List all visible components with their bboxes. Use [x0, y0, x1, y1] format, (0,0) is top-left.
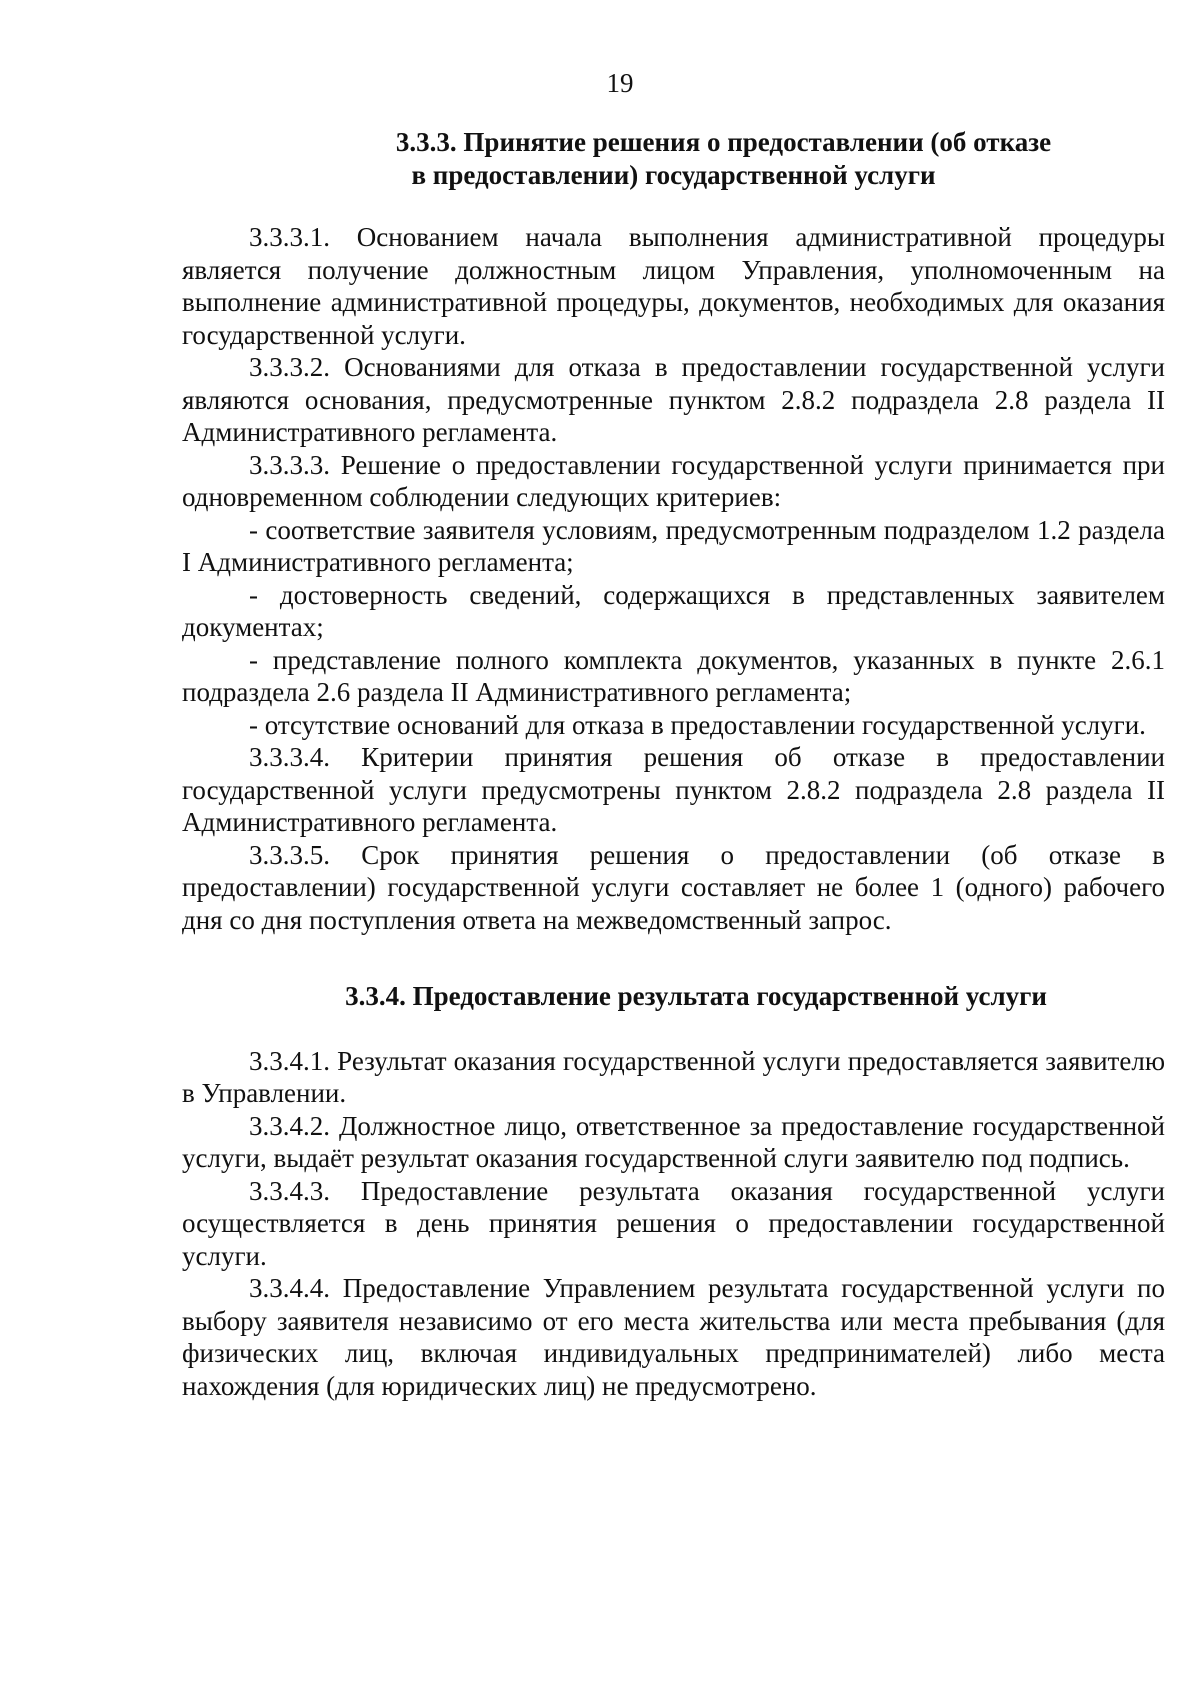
paragraph-3-3-3-1: 3.3.3.1. Основанием начала выполнения административной процедуры является получение должностным лицом Управления, уполномоченным на выполнение административной процедуры, документов, необходимых для оказания государственной услуги. [182, 222, 1165, 350]
section-heading-line-2: в предоставлении) государственной услуги [411, 159, 936, 190]
section-heading-3-3-3 [182, 126, 1165, 191]
page-content [182, 126, 1165, 1402]
paragraph-3-3-4-2: 3.3.4.2. Должностное лицо, ответственное за предоставление государственной услуги, выдаёт результат оказания государственной слуги заявителю под подпись. [182, 1110, 1165, 1173]
criterion-item: - достоверность сведений, содержащихся в представленных заявителем документах; [182, 579, 1165, 642]
paragraph-3-3-4-3: 3.3.4.3. Предоставление результата оказания государственной услуги осуществляется в день принятия решения о предоставлении государственной услуги. [182, 1175, 1165, 1271]
criterion-item: - представление полного комплекта документов, указанных в пункте 2.6.1 подраздела 2.6 раздела II Административного регламента; [182, 644, 1165, 707]
paragraph-3-3-4-4: 3.3.4.4. Предоставление Управлением результата государственной услуги по выбору заявителя независимо от его места жительства или места пребывания (для физических лиц, включая индивидуальных предпринимателей) либо места нахождения (для юридических лиц) не предусмотрено. [182, 1273, 1165, 1401]
paragraph-3-3-3-3: 3.3.3.3. Решение о предоставлении государственной услуги принимается при одновременном соблюдении следующих критериев: [182, 449, 1165, 512]
criterion-item: - соответствие заявителя условиям, предусмотренным подразделом 1.2 раздела I Административного регламента; [182, 514, 1165, 577]
section-heading-line-1: 3.3.3. Принятие решения о предоставлении (об отказе [395, 127, 1052, 157]
criterion-item: - отсутствие оснований для отказа в предоставлении государственной услуги. [249, 709, 1146, 740]
page-number: 19 [606, 68, 634, 98]
paragraph-3-3-3-2: 3.3.3.2. Основаниями для отказа в предоставлении государственной услуги являются основания, предусмотренные пунктом 2.8.2 подраздела 2.8 раздела II Административного регламента. [182, 352, 1165, 447]
section-heading-3-3-4: 3.3.4. Предоставление результата государственной услуги [345, 981, 1047, 1011]
paragraph-3-3-3-4: 3.3.3.4. Критерии принятия решения об отказе в предоставлении государственной услуги предусмотрены пунктом 2.8.2 подраздела 2.8 раздела II Административного регламента. [182, 742, 1165, 837]
paragraph-3-3-3-5: 3.3.3.5. Срок принятия решения о предоставлении (об отказе в предоставлении) государственной услуги составляет не более 1 (одного) рабочего дня со дня поступления ответа на межведомственный запрос. [182, 839, 1165, 935]
paragraph-3-3-4-1: 3.3.4.1. Результат оказания государственной услуги предоставляется заявителю в Управлении. [182, 1045, 1165, 1108]
